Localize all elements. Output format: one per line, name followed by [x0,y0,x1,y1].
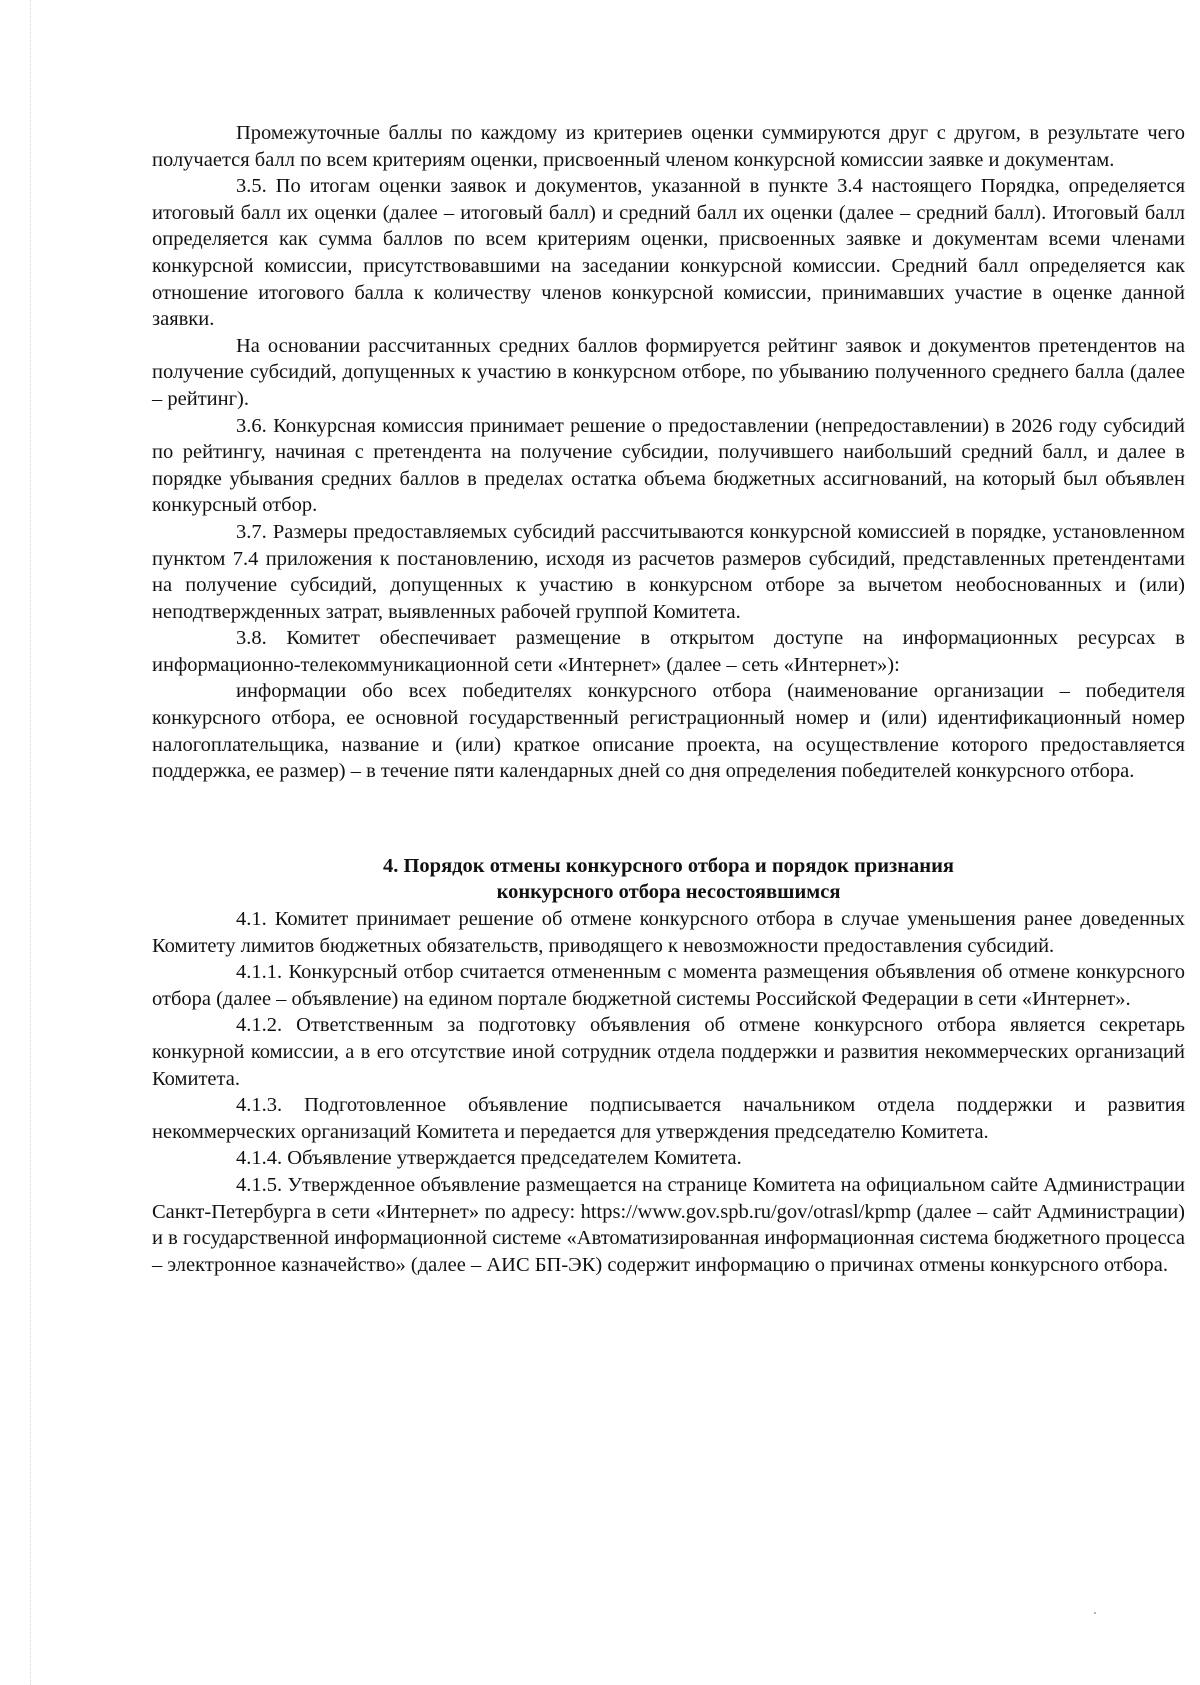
paragraph-4-1: 4.1. Комитет принимает решение об отмене конкурсного отбора в случае уменьшения ранее доведенных Комитету лимитов бюджетных обязательств, приводящего к невозможности предоставления субсидий. [152,908,1185,957]
section-4-heading [152,853,1185,906]
scan-edge-artifact [30,0,32,1685]
paragraph-3-5: 3.5. По итогам оценки заявок и документов, указанной в пункте 3.4 настоящего Порядка, определяется итоговый балл их оценки (далее – итоговый балл) и средний балл их оценки (далее – средний балл). Итоговый балл определяется как сумма баллов по всем критериям оценки, присвоенных заявке и документам всеми членами конкурсной комиссии, присутствовавшими на заседании конкурсной комиссии. Средний балл определяется как отношение итогового балла к количеству членов конкурсной комиссии, принимавших участие в оценке данной заявки. [152,175,1185,331]
document-page [152,120,1185,1278]
paragraph-winners-info: информации обо всех победителях конкурсного отбора (наименование организации – победителя конкурсного отбора, ее основной государственный регистрационный номер и (или) идентификационный номер налогоплательщика, название и (или) краткое описание проекта, на осуществление которого предоставляется поддержка, ее размер) – в течение пяти календарных дней со дня определения победителей конкурсного отбора. [152,680,1185,783]
paragraph-4-1-4: 4.1.4. Объявление утверждается председателем Комитета. [236,1147,742,1170]
paragraph-4-1-1: 4.1.1. Конкурсный отбор считается отмененным с момента размещения объявления об отмене конкурсного отбора (далее – объявление) на едином портале бюджетной системы Российской Федерации в сети «Интернет». [152,961,1185,1010]
paragraph-rating: На основании рассчитанных средних баллов формируется рейтинг заявок и документов претендентов на получение субсидий, допущенных к участию в конкурсном отборе, по убыванию полученного среднего балла (далее – рейтинг). [152,334,1185,410]
section-4-heading-line-2: конкурсного отбора несостоявшимся [496,881,841,904]
paragraph-4-1-2: 4.1.2. Ответственным за подготовку объявления об отмене конкурсного отбора является секретарь конкурной комиссии, а в его отсутствие иной сотрудник отдела поддержки и развития некоммерческих организаций Комитета. [152,1014,1185,1090]
scan-speck [1094,1612,1096,1614]
paragraph-intermediate-scores: Промежуточные баллы по каждому из критериев оценки суммируются друг с другом, в результате чего получается балл по всем критериям оценки, присвоенный членом конкурсной комиссии заявке и документам. [152,122,1185,171]
paragraph-4-1-5: 4.1.5. Утвержденное объявление размещается на странице Комитета на официальном сайте Администрации Санкт-Петербурга в сети «Интернет» по адресу: https://www.gov.spb.ru/gov/otrasl/kpmp (далее – сайт Администрации) и в государственной информационной системе «Автоматизированная информационная система бюджетного процесса – электронное казначейство» (далее – АИС БП-ЭК) содержит информацию о причинах отмены конкурсного отбора. [152,1173,1185,1276]
paragraph-4-1-3: 4.1.3. Подготовленное объявление подписывается начальником отдела поддержки и развития некоммерческих организаций Комитета и передается для утверждения председателю Комитета. [152,1094,1185,1143]
paragraph-3-6: 3.6. Конкурсная комиссия принимает решение о предоставлении (непредоставлении) в 2026 году субсидий по рейтингу, начиная с претендента на получение субсидии, получившего наибольший средний балл, и далее в порядке убывания средних баллов в пределах остатка объема бюджетных ассигнований, на который был объявлен конкурсный отбор. [152,414,1185,517]
paragraph-3-8: 3.8. Комитет обеспечивает размещение в открытом доступе на информационных ресурсах в информационно-телекоммуникационной сети «Интернет» (далее – сеть «Интернет»): [152,627,1185,676]
paragraph-3-7: 3.7. Размеры предоставляемых субсидий рассчитываются конкурсной комиссией в порядке, установленном пунктом 7.4 приложения к постановлению, исходя из расчетов размеров субсидий, представленных претендентами на получение субсидий, допущенных к участию в конкурсном отборе за вычетом необоснованных и (или) неподтвержденных затрат, выявленных рабочей группой Комитета. [152,520,1185,623]
section-4-heading-line-1: 4. Порядок отмены конкурсного отбора и порядок признания [382,854,955,877]
